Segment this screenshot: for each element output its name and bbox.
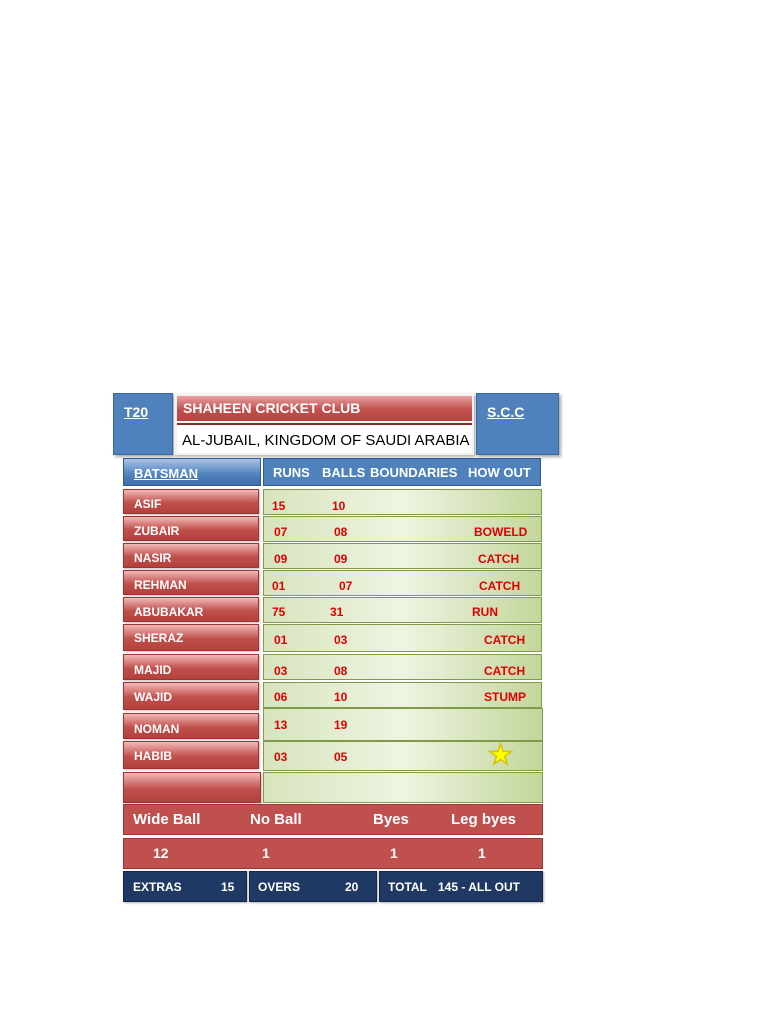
batsman-stats-row xyxy=(263,772,543,803)
overs-box xyxy=(249,871,377,902)
batsman-name xyxy=(123,489,259,514)
scc-label: S.C.C xyxy=(487,404,525,420)
extras-header-row xyxy=(123,804,543,835)
batsman-stats-row xyxy=(263,570,542,596)
byes-value: 1 xyxy=(390,845,398,861)
club-name xyxy=(177,396,472,421)
balls-value: 19 xyxy=(334,718,348,732)
batsman-name xyxy=(123,516,259,541)
batsman-stats-row xyxy=(263,543,542,569)
t20-tag xyxy=(113,393,173,455)
runs-value: 03 xyxy=(274,664,288,678)
batsman-name xyxy=(123,597,259,622)
runs-value: 06 xyxy=(274,690,288,704)
club-location xyxy=(177,423,472,453)
how-out-value: CATCH xyxy=(478,552,520,566)
batsman-name xyxy=(123,624,259,651)
star-icon: ★ xyxy=(488,739,514,770)
batsman-name-text: WAJID xyxy=(134,690,173,704)
batsman-stats-row xyxy=(263,682,542,708)
batsman-stats-row xyxy=(263,708,543,741)
t20-label: T20 xyxy=(124,404,149,420)
club-location-text: AL-JUBAIL, KINGDOM OF SAUDI ARABIA xyxy=(182,432,470,449)
balls-value: 08 xyxy=(334,664,348,678)
batsman-header-label: BATSMAN xyxy=(134,466,199,481)
batsman-name xyxy=(123,741,259,769)
batsman-stats-row xyxy=(263,516,542,542)
extras-total-value: 15 xyxy=(221,880,235,894)
no-ball-value: 1 xyxy=(262,845,270,861)
batsman-stats-row xyxy=(263,489,542,515)
overs-value: 20 xyxy=(345,880,359,894)
how-out-header: HOW OUT xyxy=(468,465,531,480)
overs-label: OVERS xyxy=(258,880,301,894)
total-label: TOTAL xyxy=(388,880,427,894)
extras-values-row xyxy=(123,838,543,869)
batsman-name xyxy=(123,543,259,568)
runs-value: 01 xyxy=(274,633,288,647)
batsman-name-text: ZUBAIR xyxy=(134,524,180,538)
batsman-stats-row xyxy=(263,741,543,771)
how-out-value: RUN xyxy=(472,605,498,619)
total-value: 145 - ALL OUT xyxy=(438,880,521,894)
batsman-stats-row xyxy=(263,624,542,652)
batsman-name xyxy=(123,682,259,710)
runs-value: 07 xyxy=(274,525,288,539)
extras-total-box xyxy=(123,871,247,902)
runs-value: 75 xyxy=(272,605,286,619)
balls-value: 08 xyxy=(334,525,348,539)
byes-label: Byes xyxy=(373,811,409,828)
runs-header: RUNS xyxy=(273,465,310,480)
balls-value: 09 xyxy=(334,552,348,566)
batsman-name-text: HABIB xyxy=(134,749,172,763)
batsman-name-text: ABUBAKAR xyxy=(134,605,204,619)
batsman-name xyxy=(123,654,259,680)
balls-header: BALLS xyxy=(322,465,366,480)
leg-byes-value: 1 xyxy=(478,845,486,861)
batsman-name-text: NASIR xyxy=(134,551,172,565)
batsman-name xyxy=(123,713,259,739)
batsman-name-text: NOMAN xyxy=(134,722,180,736)
runs-value: 13 xyxy=(274,718,288,732)
batsman-name-text: MAJID xyxy=(134,663,172,677)
balls-value: 31 xyxy=(330,605,344,619)
wide-ball-label: Wide Ball xyxy=(133,811,201,828)
scc-tag xyxy=(476,393,559,455)
batsman-name-text: REHMAN xyxy=(134,578,187,592)
boundaries-header: BOUNDARIES xyxy=(370,465,458,480)
total-box xyxy=(379,871,543,902)
how-out-value: CATCH xyxy=(484,664,526,678)
runs-value: 03 xyxy=(274,750,288,764)
extras-total-label: EXTRAS xyxy=(133,880,182,894)
no-ball-label: No Ball xyxy=(250,811,302,828)
club-name-text: SHAHEEN CRICKET CLUB xyxy=(183,400,361,416)
balls-value: 10 xyxy=(332,499,346,513)
balls-value: 07 xyxy=(339,579,353,593)
batsman-name xyxy=(123,772,261,803)
batsman-name-text: ASIF xyxy=(134,497,162,511)
wide-ball-value: 12 xyxy=(153,845,169,861)
batsman-column-header xyxy=(123,458,261,486)
runs-value: 01 xyxy=(272,579,286,593)
batsman-name xyxy=(123,570,259,595)
batsman-name-text: SHERAZ xyxy=(134,631,184,645)
runs-value: 09 xyxy=(274,552,288,566)
batsman-stats-row xyxy=(263,597,542,623)
batsman-stats-row xyxy=(263,654,542,680)
how-out-value: BOWELD xyxy=(474,525,528,539)
balls-value: 05 xyxy=(334,750,348,764)
balls-value: 03 xyxy=(334,633,348,647)
club-header xyxy=(174,393,474,455)
balls-value: 10 xyxy=(334,690,348,704)
how-out-value: STUMP xyxy=(484,690,526,704)
how-out-value: CATCH xyxy=(484,633,526,647)
runs-value: 15 xyxy=(272,499,286,513)
stats-column-header xyxy=(263,458,541,486)
leg-byes-label: Leg byes xyxy=(451,811,517,828)
how-out-value: CATCH xyxy=(479,579,521,593)
